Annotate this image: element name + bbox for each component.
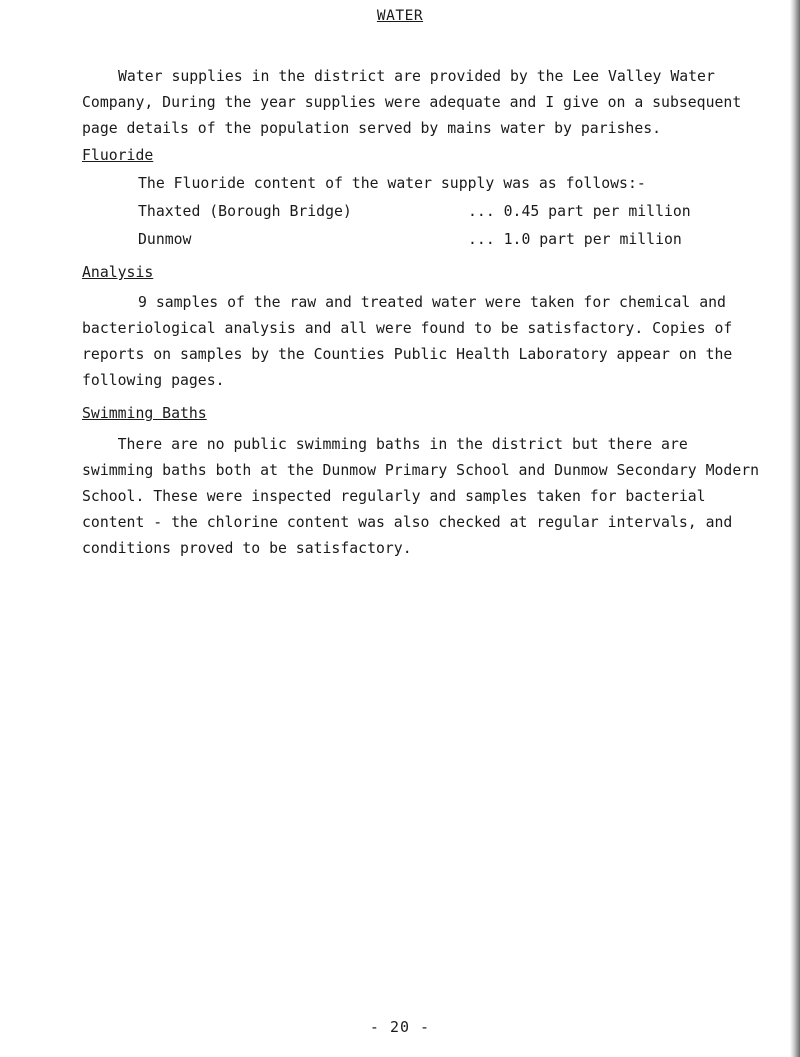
intro-paragraph: Water supplies in the district are provided by the Lee Valley Water Company, During the year supplies were adequate and I give on a subsequent page details of the population served by mains water by parishes.: [82, 68, 742, 137]
fluoride-place: Dunmow: [138, 231, 192, 248]
fluoride-heading: Fluoride: [82, 147, 154, 164]
fluoride-value: ... 0.45 part per million: [468, 203, 691, 220]
analysis-paragraph: 9 samples of the raw and treated water were taken for chemical and bacteriological analysis and all were found to be satisfactory. Copies of reports on samples by the Counties Public Health Laboratory appear on the following pages.: [82, 294, 733, 389]
page-edge-shadow: [790, 0, 800, 1057]
fluoride-row-dunmow: [138, 231, 682, 248]
fluoride-place: Thaxted (Borough Bridge): [138, 203, 352, 220]
page-title: WATER: [376, 8, 424, 24]
fluoride-lead: The Fluoride content of the water supply was as follows:-: [138, 175, 646, 192]
swimming-baths-heading: Swimming Baths: [82, 405, 207, 422]
fluoride-value: ... 1.0 part per million: [468, 231, 682, 248]
fluoride-row-thaxted: [138, 203, 691, 220]
analysis-heading: Analysis: [82, 264, 154, 281]
page-number: - 20 -: [369, 1018, 431, 1036]
swimming-baths-paragraph: There are no public swimming baths in the district but there are swimming baths both at the Dunmow Primary School and Dunmow Secondary Modern School. These were inspected regularly and samples taken for bacterial content - the chlorine content was also checked at regular intervals, and conditions proved to be satisfactory.: [82, 436, 760, 557]
